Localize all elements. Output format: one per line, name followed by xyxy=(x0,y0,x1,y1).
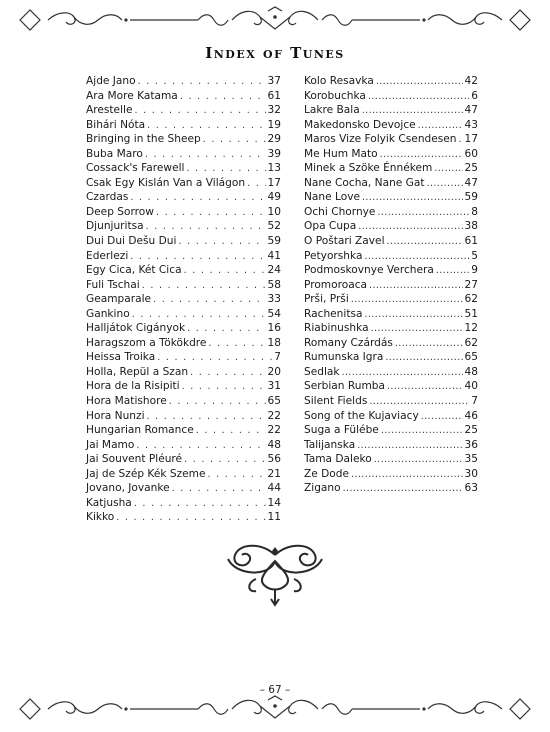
tune-name: Katjusha xyxy=(86,496,132,509)
tune-page-number: 22 xyxy=(267,409,281,422)
tune-page-number: 65 xyxy=(464,351,478,364)
index-entry xyxy=(304,103,478,118)
dot-leader xyxy=(134,497,266,512)
tune-page-number: 24 xyxy=(267,264,281,277)
index-entry xyxy=(86,467,281,482)
index-entry xyxy=(304,321,478,336)
index-entry xyxy=(304,423,478,438)
dot-leader xyxy=(196,424,266,439)
dot-leader xyxy=(351,293,463,308)
tune-name: Hora Nunzi xyxy=(86,409,145,422)
dot-leader xyxy=(187,162,266,177)
index-entry xyxy=(304,336,478,351)
index-entry xyxy=(86,394,281,409)
index-entry xyxy=(304,365,478,380)
tune-page-number: 44 xyxy=(267,482,281,495)
index-entry xyxy=(304,350,478,365)
tune-page-number: 40 xyxy=(464,380,478,393)
center-ornament xyxy=(222,541,328,607)
tune-name: Romany Czárdás xyxy=(304,336,393,349)
tune-page-number: 49 xyxy=(267,191,281,204)
dot-leader xyxy=(427,177,463,192)
tune-name: Zigano xyxy=(304,482,341,495)
index-entry xyxy=(86,205,281,220)
tune-name: Dui Dui Dešu Dui xyxy=(86,235,177,248)
tune-name: Talijanska xyxy=(304,438,356,451)
tune-page-number: 59 xyxy=(464,191,478,204)
index-entry xyxy=(304,467,478,482)
tune-page-number: 7 xyxy=(274,351,281,364)
tune-page-number: 51 xyxy=(464,307,478,320)
tune-page-number: 11 xyxy=(267,511,281,524)
tune-name: Sedlak xyxy=(304,365,340,378)
dot-leader xyxy=(418,119,463,134)
tune-name: Makedonsko Devojce xyxy=(304,118,416,131)
tune-name: Rachenitsa xyxy=(304,307,363,320)
tune-page-number: 58 xyxy=(267,278,281,291)
tune-page-number: 6 xyxy=(471,89,478,102)
tune-name: Maros Vize Folyik Csendesen xyxy=(304,133,457,146)
tune-page-number: 27 xyxy=(464,278,478,291)
tune-name: Promoroaca xyxy=(304,278,368,291)
dot-leader xyxy=(374,453,463,468)
dot-leader xyxy=(178,235,265,250)
tune-name: Holla, Repül a Szan xyxy=(86,365,189,378)
tune-page-number: 37 xyxy=(267,75,281,87)
index-entry xyxy=(86,278,281,293)
tune-page-number: 65 xyxy=(267,395,281,408)
dot-leader xyxy=(387,235,463,250)
tune-name: Tama Daleko xyxy=(304,453,372,466)
tune-name: Csak Egy Kislán Van a Világon xyxy=(86,176,246,189)
index-entry xyxy=(304,249,478,264)
tune-page-number: 61 xyxy=(267,89,281,102)
index-column-right xyxy=(304,74,478,496)
dot-leader xyxy=(147,410,266,425)
tune-name: Hora Matishore xyxy=(86,395,167,408)
tune-name: Geamparale xyxy=(86,293,152,306)
bottom-border-ornament xyxy=(18,694,532,724)
index-entry xyxy=(86,510,281,525)
index-entry xyxy=(86,234,281,249)
dot-leader xyxy=(172,482,266,497)
tune-page-number: 16 xyxy=(267,322,281,335)
tune-page-number: 32 xyxy=(267,104,281,117)
index-entry xyxy=(304,89,478,104)
dot-leader xyxy=(145,148,266,163)
tune-name: Ederlezi xyxy=(86,249,129,262)
tune-page-number: 36 xyxy=(464,438,478,451)
tune-name: Halljátok Cigányok xyxy=(86,322,186,335)
tune-page-number: 12 xyxy=(464,322,478,335)
tune-name: Petyorshka xyxy=(304,249,363,262)
tune-name: Jai Mamo xyxy=(86,438,135,451)
dot-leader xyxy=(136,439,265,454)
dot-leader xyxy=(187,322,265,337)
tune-name: Jaj de Szép Kék Szeme xyxy=(86,467,206,480)
dot-leader xyxy=(343,482,463,497)
tune-page-number: 43 xyxy=(464,118,478,131)
dot-leader xyxy=(434,162,462,177)
tune-page-number: 13 xyxy=(267,162,281,175)
index-entry xyxy=(86,132,281,147)
index-entry xyxy=(304,161,478,176)
index-entry xyxy=(304,147,478,162)
tune-name: Lakre Bala xyxy=(304,104,360,117)
index-column-left xyxy=(86,74,281,525)
tune-page-number: 33 xyxy=(267,293,281,306)
dot-leader xyxy=(156,206,266,221)
index-entry xyxy=(304,219,478,234)
tune-name: Deep Sorrow xyxy=(86,205,154,218)
index-entry xyxy=(86,176,281,191)
dot-leader xyxy=(351,468,462,483)
tune-name: Ochi Chornye xyxy=(304,205,376,218)
dot-leader xyxy=(157,351,272,366)
tune-name: Ajde Jano xyxy=(86,75,136,87)
dot-leader xyxy=(184,264,266,279)
tune-name: Arestelle xyxy=(86,104,133,117)
dot-leader xyxy=(377,206,469,221)
index-entry xyxy=(86,379,281,394)
tune-page-number: 38 xyxy=(464,220,478,233)
tune-name: Kolo Resavka xyxy=(304,75,374,87)
tune-name: Egy Cica, Két Cica xyxy=(86,264,182,277)
dot-leader xyxy=(203,133,266,148)
index-entry xyxy=(86,74,281,89)
tune-page-number: 10 xyxy=(267,205,281,218)
dot-leader xyxy=(364,250,469,265)
tune-name: Riabinushka xyxy=(304,322,369,335)
page-title: Index of Tunes xyxy=(205,44,345,62)
tune-name: Nane Love xyxy=(304,191,360,204)
dot-leader xyxy=(362,191,463,206)
dot-leader xyxy=(395,337,463,352)
page-number: – 67 – xyxy=(259,684,291,696)
dot-leader xyxy=(362,104,463,119)
tune-name: Bihári Nóta xyxy=(86,118,146,131)
tune-page-number: 20 xyxy=(267,365,281,378)
tune-page-number: 5 xyxy=(471,249,478,262)
tune-name: Djunjuritsa xyxy=(86,220,144,233)
index-entry xyxy=(86,409,281,424)
tune-name: Gankino xyxy=(86,307,130,320)
dot-leader xyxy=(385,351,462,366)
index-entry xyxy=(86,452,281,467)
dot-leader xyxy=(116,511,265,526)
dot-leader xyxy=(380,148,463,163)
tune-name: Haragszom a Tökökdre xyxy=(86,336,207,349)
tune-page-number: 29 xyxy=(267,133,281,146)
dot-leader xyxy=(369,279,462,294)
tune-name: Suga a Fülébe xyxy=(304,424,379,437)
dot-leader xyxy=(132,308,266,323)
index-entry xyxy=(304,307,478,322)
tune-page-number: 35 xyxy=(464,453,478,466)
dot-leader xyxy=(180,90,266,105)
index-entry xyxy=(304,452,478,467)
tune-page-number: 54 xyxy=(267,307,281,320)
dot-leader xyxy=(134,104,265,119)
dot-leader xyxy=(387,380,463,395)
index-entry xyxy=(86,89,281,104)
index-entry xyxy=(304,278,478,293)
tune-page-number: 47 xyxy=(464,176,478,189)
index-entry xyxy=(304,409,478,424)
index-entry xyxy=(86,307,281,322)
index-entry xyxy=(86,438,281,453)
dot-leader xyxy=(208,468,266,483)
index-entry xyxy=(304,292,478,307)
tune-name: Minek a Szöke Énnékem xyxy=(304,162,433,175)
dot-leader xyxy=(146,220,266,235)
index-entry xyxy=(86,219,281,234)
dot-leader xyxy=(130,250,265,265)
tune-name: Rumunska Igra xyxy=(304,351,384,364)
tune-name: O Poštari Zavel xyxy=(304,235,385,248)
index-entry xyxy=(304,176,478,191)
index-entry xyxy=(86,496,281,511)
dot-leader xyxy=(190,366,265,381)
tune-page-number: 21 xyxy=(267,467,281,480)
dot-leader xyxy=(381,424,463,439)
dot-leader xyxy=(368,90,469,105)
dot-leader xyxy=(365,308,463,323)
tune-name: Fuli Tschai xyxy=(86,278,140,291)
tune-name: Czardas xyxy=(86,191,129,204)
index-entry xyxy=(86,118,281,133)
tune-page-number: 25 xyxy=(464,162,478,175)
tune-page-number: 19 xyxy=(267,118,281,131)
tune-name: Serbian Rumba xyxy=(304,380,385,393)
dot-leader xyxy=(138,75,266,90)
dot-leader xyxy=(342,366,463,381)
dot-leader xyxy=(130,191,265,206)
index-entry xyxy=(86,292,281,307)
tune-page-number: 30 xyxy=(464,467,478,480)
dot-leader xyxy=(436,264,469,279)
dot-leader xyxy=(369,395,469,410)
tune-page-number: 56 xyxy=(267,453,281,466)
tune-name: Cossack's Farewell xyxy=(86,162,185,175)
tune-page-number: 61 xyxy=(464,235,478,248)
tune-name: Jai Souvent Pléuré xyxy=(86,453,183,466)
dot-leader xyxy=(421,410,463,425)
tune-name: Me Hum Mato xyxy=(304,147,378,160)
tune-page-number: 62 xyxy=(464,336,478,349)
index-entry xyxy=(304,263,478,278)
index-entry xyxy=(86,321,281,336)
tune-page-number: 17 xyxy=(464,133,478,146)
index-entry xyxy=(304,438,478,453)
tune-page-number: 18 xyxy=(267,336,281,349)
tune-name: Podmoskovnye Verchera xyxy=(304,264,434,277)
tune-name: Kikko xyxy=(86,511,115,524)
index-entry xyxy=(86,481,281,496)
top-border-ornament xyxy=(18,5,532,35)
index-entry xyxy=(304,379,478,394)
dot-leader xyxy=(142,279,266,294)
tune-page-number: 22 xyxy=(267,424,281,437)
dot-leader xyxy=(357,439,462,454)
index-entry xyxy=(86,103,281,118)
index-entry xyxy=(86,190,281,205)
dot-leader xyxy=(376,75,463,90)
index-entry xyxy=(86,249,281,264)
dot-leader xyxy=(459,133,463,148)
tune-page-number: 48 xyxy=(464,365,478,378)
tune-page-number: 60 xyxy=(464,147,478,160)
tune-name: Opa Cupa xyxy=(304,220,357,233)
index-entry xyxy=(86,350,281,365)
index-entry xyxy=(86,147,281,162)
index-entry xyxy=(86,423,281,438)
dot-leader xyxy=(153,293,265,308)
index-entry xyxy=(304,234,478,249)
tune-page-number: 31 xyxy=(267,380,281,393)
tune-page-number: 63 xyxy=(464,482,478,495)
tune-page-number: 46 xyxy=(464,409,478,422)
index-entry xyxy=(304,190,478,205)
index-entry xyxy=(304,394,478,409)
tune-name: Silent Fields xyxy=(304,395,368,408)
index-entry xyxy=(304,132,478,147)
tune-page-number: 42 xyxy=(464,75,478,87)
tune-page-number: 41 xyxy=(267,249,281,262)
tune-name: Bringing in the Sheep xyxy=(86,133,201,146)
tune-name: Heissa Troika xyxy=(86,351,156,364)
index-entry xyxy=(86,263,281,278)
index-entry xyxy=(304,118,478,133)
tune-page-number: 7 xyxy=(471,395,478,408)
tune-name: Nane Cocha, Nane Gat xyxy=(304,176,425,189)
dot-leader xyxy=(182,380,266,395)
tune-name: Hungarian Romance xyxy=(86,424,194,437)
dot-leader xyxy=(147,119,265,134)
index-entry xyxy=(86,161,281,176)
tune-name: Prši, Prši xyxy=(304,293,349,306)
index-entry xyxy=(86,365,281,380)
tune-page-number: 48 xyxy=(267,438,281,451)
index-entry xyxy=(304,205,478,220)
tune-name: Ze Dode xyxy=(304,467,350,480)
tune-page-number: 25 xyxy=(464,424,478,437)
dot-leader xyxy=(371,322,463,337)
tune-name: Jovano, Jovanke xyxy=(86,482,170,495)
dot-leader xyxy=(184,453,265,468)
index-entry xyxy=(304,74,478,89)
tune-page-number: 59 xyxy=(267,235,281,248)
index-entry xyxy=(304,481,478,496)
tune-page-number: 47 xyxy=(464,104,478,117)
index-entry xyxy=(86,336,281,351)
tune-page-number: 9 xyxy=(471,264,478,277)
tune-page-number: 39 xyxy=(267,147,281,160)
dot-leader xyxy=(169,395,266,410)
tune-page-number: 8 xyxy=(471,205,478,218)
dot-leader xyxy=(208,337,265,352)
tune-page-number: 62 xyxy=(464,293,478,306)
dot-leader xyxy=(247,177,265,192)
tune-page-number: 14 xyxy=(267,496,281,509)
tune-name: Buba Maro xyxy=(86,147,143,160)
tune-name: Hora de la Risipiti xyxy=(86,380,180,393)
tune-page-number: 17 xyxy=(267,176,281,189)
tune-name: Song of the Kujaviacy xyxy=(304,409,419,422)
tune-page-number: 52 xyxy=(267,220,281,233)
tune-name: Korobuchka xyxy=(304,89,366,102)
dot-leader xyxy=(358,220,462,235)
tune-name: Ara More Katama xyxy=(86,89,178,102)
